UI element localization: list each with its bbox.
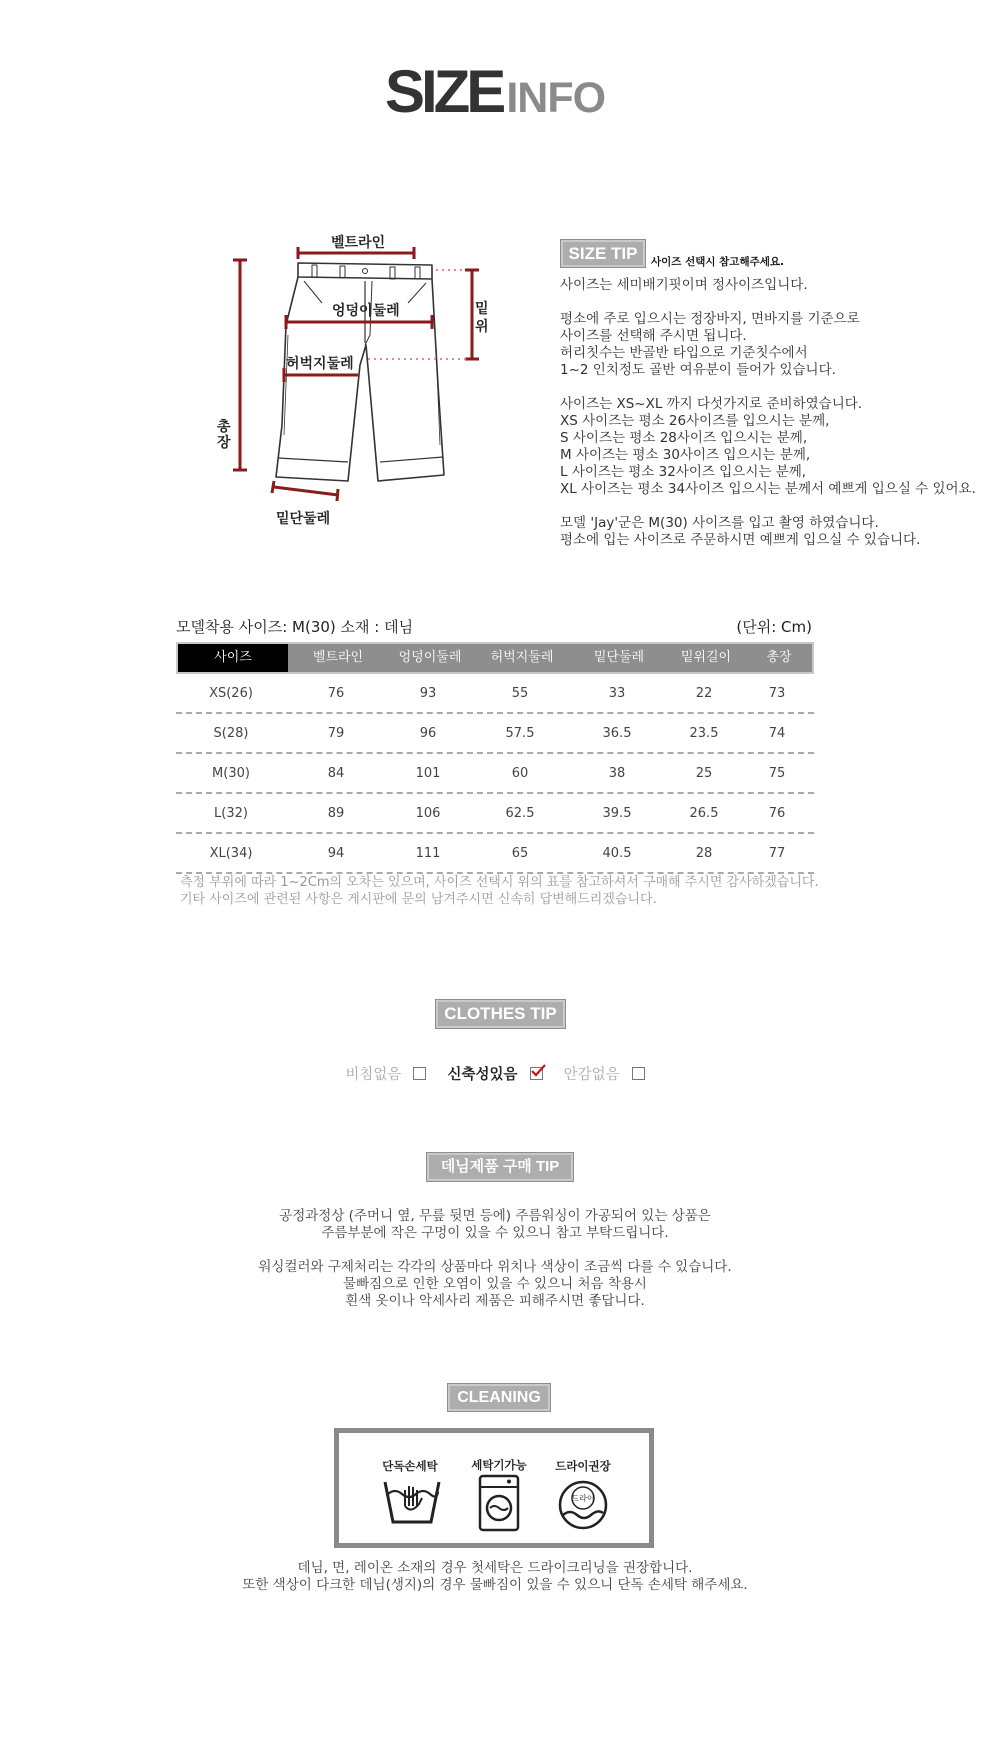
dry-clean-icon-text: 드라이 [571, 1494, 595, 1503]
size-tip-tag: SIZE TIP [560, 239, 646, 268]
cell-size: L(32) [214, 806, 248, 821]
pants-diagram [200, 225, 500, 525]
header-size: 사이즈 [178, 644, 288, 672]
table-header-row [176, 642, 814, 674]
denim-tip-line: 물빠짐으로 인한 오염이 있을 수 있으니 처음 착용시 [343, 1276, 647, 1292]
dry-clean-icon [557, 1479, 609, 1531]
cell-hem: 40.5 [602, 846, 632, 861]
cell-hem: 36.5 [602, 726, 632, 741]
cell-belt: 84 [327, 766, 345, 781]
cell-thigh: 65 [511, 846, 529, 861]
cell-belt: 76 [327, 686, 345, 701]
table-row [176, 794, 814, 834]
cell-rise: 28 [695, 846, 713, 861]
option-no-lining [564, 1063, 645, 1084]
rise-label-top: 밑 [475, 301, 489, 317]
clothes-options [0, 1063, 990, 1084]
title-size: SIZE [384, 58, 503, 125]
cell-size: S(28) [213, 726, 249, 741]
cell-size: M(30) [212, 766, 250, 781]
cell-size: XS(26) [209, 686, 253, 701]
checkbox-checked-icon [530, 1067, 543, 1080]
belt-line-label: 벨트라인 [331, 235, 386, 251]
cell-hip: 93 [419, 686, 437, 701]
cell-belt: 89 [327, 806, 345, 821]
cell-length: 76 [768, 806, 786, 821]
washing-machine-icon [478, 1474, 520, 1532]
hand-wash-label: 단독손세탁 [382, 1459, 438, 1473]
cell-rise: 22 [695, 686, 713, 701]
header-rise: 밑위길이 [680, 650, 732, 665]
table-caption [176, 616, 814, 637]
cell-hem: 33 [608, 686, 626, 701]
rise-label-bottom: 위 [475, 319, 489, 335]
table-note-1: 측정 부위에 따라 1~2Cm의 오차는 있으며, 사이즈 선택시 위의 표를 참고하셔서 구매해 주시면 감사하겠습니다. [180, 875, 819, 890]
denim-tip-line: 주름부분에 작은 구멍이 있을 수 있으니 참고 부탁드립니다. [321, 1225, 669, 1241]
cell-belt: 79 [327, 726, 345, 741]
hem-label: 밑단둘레 [276, 511, 331, 527]
cell-hip: 106 [415, 806, 441, 821]
dry-clean-label: 드라이권장 [555, 1459, 611, 1473]
cell-length: 73 [768, 686, 786, 701]
page-title [0, 58, 990, 125]
cell-thigh: 62.5 [505, 806, 535, 821]
cell-belt: 94 [327, 846, 345, 861]
option-stretch [447, 1063, 542, 1084]
denim-tip-line: 워싱컬러와 구제처리는 각각의 상품마다 위치나 색상이 조금씩 다를 수 있습니다. [258, 1259, 732, 1275]
cell-rise: 23.5 [689, 726, 719, 741]
option-label: 비침없음 [345, 1067, 402, 1083]
header-belt: 벨트라인 [312, 650, 364, 665]
size-table [176, 642, 814, 874]
unit-label: (단위: Cm) [736, 618, 812, 636]
option-label: 신축성있음 [447, 1067, 518, 1083]
table-row [176, 714, 814, 754]
clothes-tip-tag: CLOTHES TIP [435, 999, 566, 1029]
thigh-label: 허벅지둘레 [286, 356, 354, 372]
denim-tip-line: 공정과정상 (주머니 옆, 무릎 뒷면 등에) 주름워싱이 가공되어 있는 상품은 [279, 1208, 711, 1224]
title-info: INFO [506, 74, 606, 122]
header-thigh: 허벅지둘레 [490, 650, 554, 665]
table-row [176, 674, 814, 714]
size-tip-body: 사이즈는 세미배기핏이며 정사이즈입니다. 평소에 주로 입으시는 정장바지, 면바지를 기준으로 사이즈를 선택해 주시면 됩니다. 허리칫수는 반골반 타입으로 기준칫수에서 1~2 인치정도 골반 여유분이 들어가 있습니다. 사이즈는 XS~XL 까지 다섯가지로 준비하였습니다. XS 사이즈는 평소 26사이즈를 입으시는 분께, S 사이즈는 평소 28사이즈 입으시는 분께, M 사이즈는 평소 30사이즈 입으시는 분께, L 사이즈는 평소 32사이즈 입으시는 분께, XL 사이즈는 평소 34사이즈 입으시는 분께서 예쁘게 입으실 수 있어요. 모델 'Jay'군은 M(30) 사이즈를 입고 촬영 하였습니다. 평소에 입는 사이즈로 주문하시면 예쁘게 입으실 수 있습니다. [560, 277, 976, 548]
cell-hem: 39.5 [602, 806, 632, 821]
header-length: 총장 [766, 650, 792, 665]
table-notes [180, 874, 820, 908]
cell-rise: 25 [695, 766, 713, 781]
cell-thigh: 57.5 [505, 726, 535, 741]
cell-rise: 26.5 [689, 806, 719, 821]
cell-hem: 38 [608, 766, 626, 781]
option-label: 안감없음 [563, 1067, 620, 1083]
header-hem: 밑단둘레 [593, 650, 645, 665]
length-label-bottom: 장 [217, 435, 231, 451]
hip-label: 엉덩이둘레 [332, 303, 400, 319]
cleaning-line: 또한 색상이 다크한 데님(생지)의 경우 물빠짐이 있을 수 있으니 단독 손세탁 해주세요. [242, 1577, 748, 1593]
table-row [176, 834, 814, 874]
cell-hip: 96 [419, 726, 437, 741]
cell-length: 74 [768, 726, 786, 741]
denim-tip-text [0, 1208, 990, 1310]
cleaning-text [0, 1560, 990, 1594]
denim-tip-tag: 데님제품 구매 TIP [426, 1152, 574, 1182]
checkbox-unchecked-icon [632, 1067, 645, 1080]
hand-wash-icon [381, 1478, 443, 1528]
cleaning-tag: CLEANING [447, 1383, 551, 1412]
size-tip-note: 사이즈 선택시 참고해주세요. [651, 256, 785, 268]
washing-machine-label: 세탁기가능 [471, 1458, 527, 1472]
cell-hip: 101 [415, 766, 441, 781]
cell-length: 75 [768, 766, 786, 781]
option-no-see-through [345, 1063, 426, 1084]
cell-length: 77 [768, 846, 786, 861]
denim-tip-line: 흰색 옷이나 악세사리 제품은 피해주시면 좋답니다. [345, 1293, 645, 1309]
cleaning-line: 데님, 면, 레이온 소재의 경우 첫세탁은 드라이크리닝을 권장합니다. [297, 1560, 693, 1576]
header-hip: 엉덩이둘레 [398, 650, 462, 665]
length-label-top: 총 [217, 419, 231, 435]
cell-thigh: 60 [511, 766, 529, 781]
cell-size: XL(34) [209, 846, 253, 861]
cell-hip: 111 [415, 846, 441, 861]
model-size-caption: 모델착용 사이즈: M(30) 소재 : 데님 [176, 618, 414, 636]
checkbox-unchecked-icon [413, 1067, 426, 1080]
cell-thigh: 55 [511, 686, 529, 701]
table-note-2: 기타 사이즈에 관련된 사항은 게시판에 문의 남겨주시면 신속히 답변해드리겠습니다. [180, 892, 657, 907]
table-row [176, 754, 814, 794]
